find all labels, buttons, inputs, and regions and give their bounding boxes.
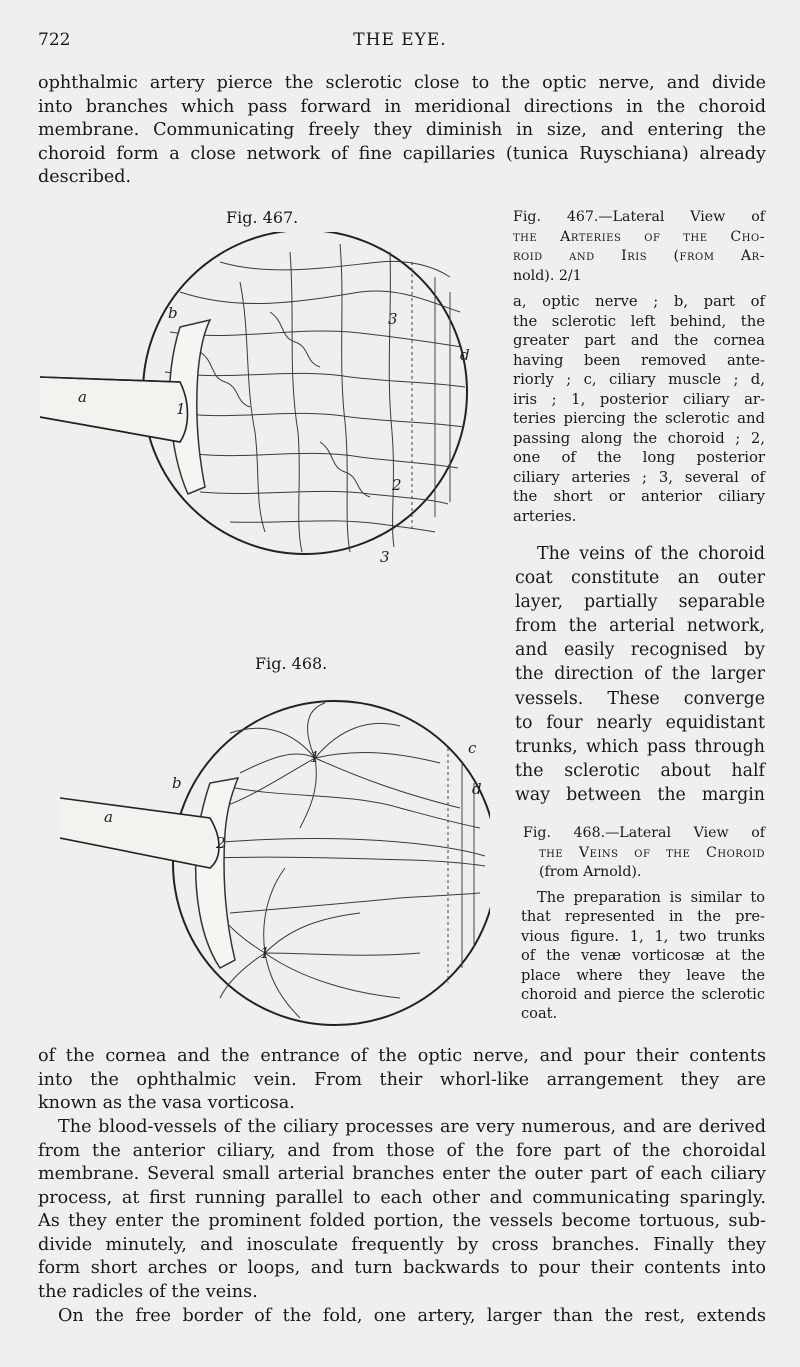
text-line: the direction of the larger (515, 664, 765, 685)
text-line: As they enter the prominent folded portion, the vessels become tortuous, sub- (38, 1211, 766, 1231)
legend-line: a, optic nerve ; b, part of (513, 293, 765, 310)
page-header (38, 30, 762, 56)
text-line: way between the margin (515, 784, 765, 805)
side-text-column (515, 542, 765, 807)
fig467-label-d: d (460, 346, 470, 364)
text-line: of the cornea and the entrance of the optic nerve, and pour their contents (38, 1046, 766, 1066)
paragraph-4 (38, 1305, 766, 1329)
figure-468-illustration (60, 698, 490, 1038)
text-line: coat constitute an outer (515, 568, 765, 589)
legend-line: one of the long posterior (513, 449, 765, 466)
caption-line: Fig. 468.—Lateral View of (523, 825, 765, 841)
paragraph-1 (38, 72, 766, 190)
text-line: and easily recognised by (515, 640, 765, 661)
figure-467-caption (513, 208, 765, 286)
text-line: known as the vasa vorticosa. (38, 1093, 295, 1113)
legend-line: place where they leave the (521, 966, 765, 984)
text-line: On the free border of the fold, one artery, larger than the rest, extends (58, 1306, 766, 1326)
optic-nerve (60, 798, 219, 868)
fig468-label-c: c (468, 739, 477, 757)
legend-line: choroid and pierce the sclerotic (521, 986, 765, 1004)
text-line: into the ophthalmic vein. From their whorl-like arrangement they are (38, 1069, 766, 1090)
text-line: The blood-vessels of the ciliary processes are very numerous, and are derived (58, 1117, 766, 1137)
text-line: process, at first running parallel to each other and communicating sparingly. (38, 1187, 766, 1208)
fig467-label-2: 2 (392, 476, 402, 494)
legend-line: having been removed ante- (513, 351, 765, 369)
legend-line: ciliary arteries ; 3, several of (513, 468, 765, 486)
caption-line: the Veins of the Choroid (539, 844, 765, 861)
text-line: The veins of the choroid (537, 544, 765, 564)
text-line: vessels. These converge (515, 688, 765, 709)
caption-line: roid and Iris (from Ar- (513, 248, 765, 265)
figure-467-label: Fig. 467. (226, 208, 299, 227)
text-line: from the anterior ciliary, and from those of the fore part of the choroidal (38, 1140, 766, 1161)
ciliary-band (448, 748, 474, 983)
text-line: membrane. Communicating freely they diminish in size, and entering the (38, 120, 766, 140)
text-line: membrane. Several small arterial branches enter the outer part of each ciliary (38, 1164, 766, 1184)
text-line: described. (38, 167, 132, 187)
legend-line: vious figure. 1, 1, two trunks (521, 927, 765, 945)
sclerotic-remnant (196, 778, 238, 968)
fig467-label-3: 3 (388, 310, 398, 328)
text-line: ophthalmic artery pierce the sclerotic close to the optic nerve, and divide (38, 73, 766, 93)
text-line: layer, partially separable (515, 592, 765, 613)
legend-line: The preparation is similar to (537, 889, 765, 906)
text-line: into branches which pass forward in meridional directions in the choroid (38, 96, 766, 117)
caption-line: the Arteries of the Cho- (513, 228, 765, 245)
fig468-label-1: 1 (310, 748, 320, 766)
legend-line: of the venæ vorticosæ at the (521, 947, 765, 965)
fig467-label-b: b (168, 304, 178, 322)
figure-467-illustration (40, 232, 480, 572)
legend-line: the short or anterior ciliary (513, 488, 765, 505)
fig468-label-a: a (104, 808, 113, 826)
legend-line: that represented in the pre- (521, 908, 765, 926)
legend-line: the sclerotic left behind, the (513, 312, 765, 330)
paragraph-3 (38, 1116, 766, 1304)
running-title: THE EYE. (353, 30, 447, 50)
legend-line: passing along the choroid ; 2, (513, 429, 765, 447)
text-line: choroid form a close network of fine capillaries (tunica Ruyschiana) already (38, 143, 766, 164)
legend-line: arteries. (513, 507, 577, 525)
fig467-label-1: 1 (176, 400, 186, 418)
vortex-vein-lines (210, 703, 485, 1018)
paragraph-2 (38, 1045, 766, 1116)
caption-line: nold). 2/1 (513, 267, 582, 284)
text-line: the sclerotic about half (515, 760, 765, 781)
optic-nerve (40, 377, 188, 442)
figure-467-legend (513, 292, 765, 526)
text-line: divide minutely, and inosculate frequently by cross branches. Finally they (38, 1234, 766, 1255)
page-number: 722 (38, 30, 71, 50)
legend-line: coat. (521, 1005, 558, 1023)
fig468-label-1b: 1 (260, 944, 270, 962)
fig468-label-d: d (472, 780, 482, 798)
caption-line: (from Arnold). (539, 864, 642, 881)
caption-line: Fig. 467.—Lateral View of (513, 209, 765, 225)
iris-band (412, 262, 450, 532)
legend-line: iris ; 1, posterior ciliary ar- (513, 390, 765, 408)
legend-line: riorly ; c, ciliary muscle ; d, (513, 371, 765, 388)
legend-line: teries piercing the sclerotic and (513, 410, 765, 427)
figure-468-legend (521, 888, 765, 1024)
legend-line: greater part and the cornea (513, 332, 765, 349)
text-line: trunks, which pass through (515, 736, 765, 757)
text-line: from the arterial network, (515, 616, 765, 637)
fig467-label-a: a (78, 388, 87, 406)
text-line: to four nearly equidistant (515, 712, 765, 733)
fig467-label-3b: 3 (380, 548, 390, 566)
text-line: the radicles of the veins. (38, 1281, 258, 1302)
fig468-label-b: b (172, 774, 182, 792)
figure-468-caption (523, 824, 765, 883)
text-line: form short arches or loops, and turn backwards to pour their contents into (38, 1258, 766, 1278)
figure-468-label: Fig. 468. (255, 654, 328, 673)
fig468-label-2: 2 (216, 834, 226, 852)
